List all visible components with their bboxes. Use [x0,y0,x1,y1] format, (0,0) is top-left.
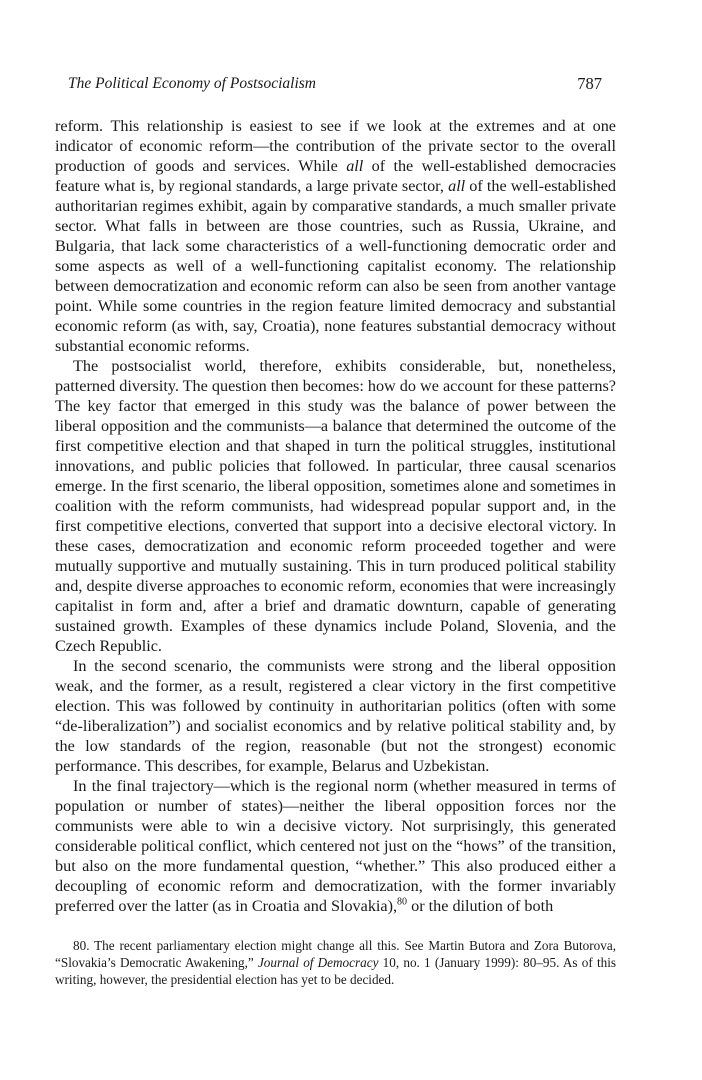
paragraph-4 [55,776,616,916]
paragraph-1-text-a: reform. This relationship is easiest to see if we look at the extremes and at one indicator of economic reform—the contribution of the private sector to the overall production of goods and services. While [55,117,616,175]
paragraph-1-text-c: of the well-established authoritarian regimes exhibit, again by comparative standards, a much smaller private sector. What falls in between are those countries, such as Russia, Ukraine, and Bulgaria, that lack some characteristics of a well-functioning democratic order and some aspects as well of a well-functioning capitalist economy. The relationship between democratization and economic reform can also be seen from another vantage point. While some countries in the region feature limited democracy and substantial economic reform (as with, say, Croatia), none features substantial democracy without substantial economic reforms. [55,177,616,355]
footnote-journal-title: Journal of Democracy [257,955,379,970]
paragraph-1-text-b: of the well-established democracies feature what is, by regional standards, a large private sector, [55,157,616,195]
footnote-text-a: 80. The recent parliamentary election might change all this. See Martin Butora and Zora Butorova, “Slovakia’s Democratic Awakening,” [55,938,616,970]
paragraph-1 [55,116,616,356]
running-title: The Political Economy of Postsocialism [68,75,316,92]
paragraph-2: The postsocialist world, therefore, exhibits considerable, but, nonetheless, patterned diversity. The question then becomes: how do we account for these patterns? The key factor that emerged in this study was the balance of power between the liberal opposition and the communists—a balance that determined the outcome of the first competitive election and that shaped in turn the political struggles, institutional innovations, and public policies that followed. In particular, three causal scenarios emerge. In the first scenario, the liberal opposition, sometimes alone and sometimes in coalition with the reform communists, had widespread popular support and, in the first competitive elections, converted that support into a decisive electoral victory. In these cases, democratization and economic reform proceeded together and were mutually supportive and mutually sustaining. This in turn produced political stability and, despite diverse approaches to economic reform, economies that were increasingly capitalist in form and, after a brief and dramatic downturn, capable of generating sustained growth. Examples of these dynamics include Poland, Slovenia, and the Czech Republic. [55,357,616,655]
main-text [55,116,616,916]
emphasis-all-2: all [448,177,466,195]
emphasis-all-1: all [346,157,364,175]
paragraph-4-text-a: In the final trajectory—which is the regional norm (whether measured in terms of population or number of states)—neither the liberal opposition forces nor the communists were able to win a decisive victory. Not surprisingly, this generated considerable political conflict, which centered not just on the “hows” of the transition, but also on the more fundamental question, “whether.” This also produced either a decoupling of economic reform and democratization, with the former invariably preferred over the latter (as in Croatia and Slovakia), [55,777,616,915]
footnote-80 [55,937,616,988]
page-number: 787 [577,74,602,93]
paragraph-4-text-b: or the dilution of both [407,897,554,915]
running-header [68,74,602,94]
footnote-text-b: 10, no. 1 (January 1999): 80–95. As of this writing, however, the presidential election has yet to be decided. [55,955,616,987]
footnote-reference-80[interactable]: 80 [397,896,408,908]
paragraph-3: In the second scenario, the communists were strong and the liberal opposition weak, and the former, as a result, registered a clear victory in the first competitive election. This was followed by continuity in authoritarian politics (often with some “de-liberalization”) and socialist economics and by relative political stability and, by the low standards of the region, reasonable (but not the strongest) economic performance. This describes, for example, Belarus and Uzbekistan. [55,657,616,775]
